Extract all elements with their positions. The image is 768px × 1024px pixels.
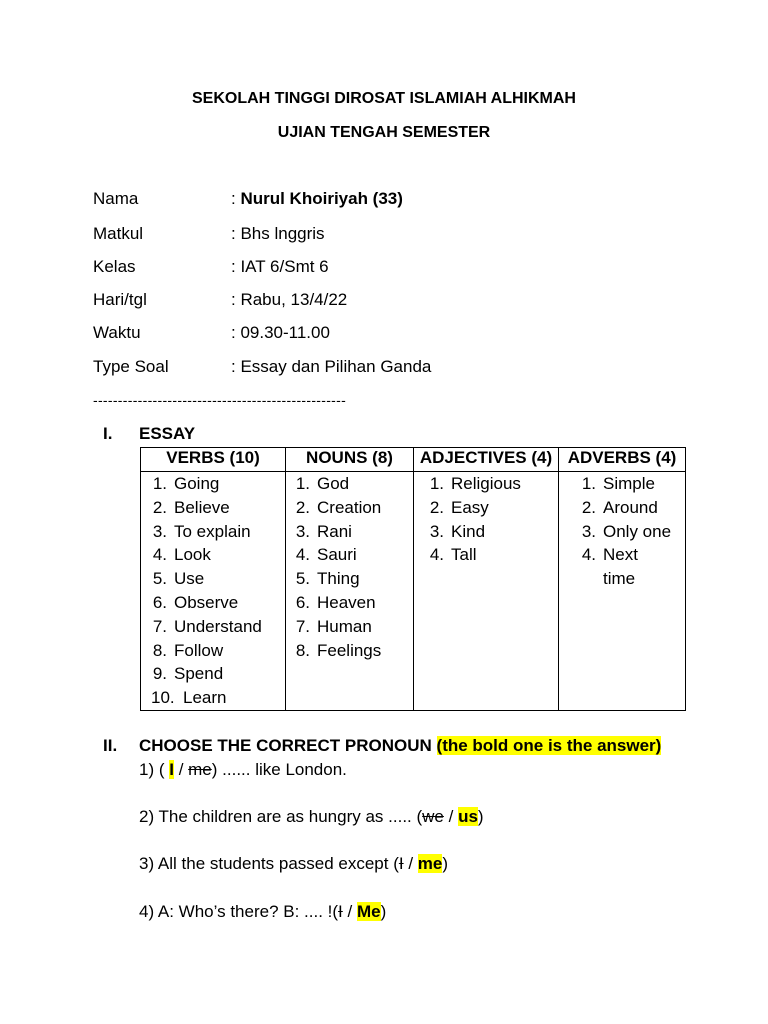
list-item: 6. Heaven <box>295 592 376 612</box>
list-item: 3. Rani <box>295 521 352 541</box>
list-item: 4. Sauri <box>295 545 357 565</box>
list-item: 2. Believe <box>152 497 230 517</box>
verbs-header: VERBS (10) <box>141 448 286 472</box>
info-value-kelas: : IAT 6/Smt 6 <box>231 257 329 276</box>
info-value-waktu: : 09.30-11.00 <box>231 323 330 342</box>
adverbs-cell <box>559 472 686 711</box>
wrong-option: we <box>422 807 444 826</box>
list-item: 4. Next time <box>581 545 638 589</box>
question-3: 3) All the students passed except (I / me) <box>139 854 449 873</box>
list-item: 3. Kind <box>429 521 486 541</box>
section2-number: II. <box>103 736 118 755</box>
list-item: 2. Creation <box>295 497 382 517</box>
list-item: 8. Feelings <box>295 640 382 660</box>
list-item: 10. Learn <box>151 688 227 708</box>
info-label-waktu: Waktu <box>93 323 141 342</box>
list-item: 9. Spend <box>152 664 224 684</box>
list-item: 3. To explain <box>152 521 251 541</box>
adverbs-header: ADVERBS (4) <box>559 448 686 472</box>
nouns-cell <box>286 472 414 711</box>
list-item: 5. Use <box>152 569 205 589</box>
list-item: 8. Follow <box>152 640 224 660</box>
section1-number: I. <box>103 424 113 443</box>
list-item: 1. Religious <box>429 474 521 493</box>
list-item: 4. Look <box>152 545 211 565</box>
list-item: 1. Going <box>152 474 220 493</box>
vocab-body-row <box>141 472 686 711</box>
answer: Me <box>356 902 381 921</box>
nouns-header: NOUNS (8) <box>286 448 414 472</box>
list-item: 5. Thing <box>295 569 360 589</box>
section2-title: CHOOSE THE CORRECT PRONOUN (the bold one is the answer) <box>139 736 662 755</box>
info-label-matkul: Matkul <box>93 224 144 243</box>
adjectives-list <box>414 472 558 567</box>
info-value-haritgl: : Rabu, 13/4/22 <box>231 290 348 309</box>
adjectives-cell <box>414 472 559 711</box>
verbs-list <box>141 472 285 710</box>
question-1: 1) ( I / me) ...... like London. <box>139 760 347 779</box>
info-label-haritgl: Hari/tgl <box>93 290 147 309</box>
wrong-option: I <box>338 902 343 921</box>
answer: us <box>458 807 478 826</box>
list-item: 2. Around <box>581 497 658 517</box>
answer-note: (the bold one is the answer) <box>436 736 662 755</box>
list-item: 6. Observe <box>152 592 239 612</box>
vocab-header-row <box>141 448 686 472</box>
info-value-matkul: : Bhs lnggris <box>231 224 325 243</box>
exam-title: UJIAN TENGAH SEMESTER <box>277 124 491 141</box>
verbs-cell <box>141 472 286 711</box>
info-label-kelas: Kelas <box>93 257 136 276</box>
vocab-table <box>140 447 686 711</box>
question-4: 4) A: Who’s there? B: .... !(I / Me) <box>139 902 387 921</box>
institution-title: SEKOLAH TINGGI DIROSAT ISLAMIAH ALHIKMAH <box>192 90 576 107</box>
info-value-typesoal: : Essay dan Pilihan Ganda <box>231 357 432 376</box>
list-item: 4. Tall <box>429 545 477 565</box>
answer: I <box>169 760 174 779</box>
list-item: 7. Understand <box>152 616 262 636</box>
wrong-option: I <box>398 854 404 873</box>
wrong-option: me <box>188 760 212 779</box>
separator-line: --------------------------------------------------- <box>93 392 347 408</box>
list-item: 2. Easy <box>429 497 489 517</box>
question-2: 2) The children are as hungry as ..... (we / us) <box>139 807 484 826</box>
answer: me <box>417 854 443 873</box>
list-item: 3. Only one <box>581 521 672 541</box>
section1-title: ESSAY <box>139 424 196 443</box>
list-item: 1. Simple <box>581 474 655 493</box>
adjectives-header: ADJECTIVES (4) <box>414 448 559 472</box>
nouns-list <box>286 472 413 662</box>
info-value-nama: : Nurul Khoiriyah (33) <box>231 189 403 208</box>
list-item: 7. Human <box>295 616 372 636</box>
info-label-typesoal: Type Soal <box>93 357 169 376</box>
info-label-nama: Nama <box>93 189 139 208</box>
adverbs-list <box>559 472 685 591</box>
list-item: 1. God <box>295 474 350 493</box>
